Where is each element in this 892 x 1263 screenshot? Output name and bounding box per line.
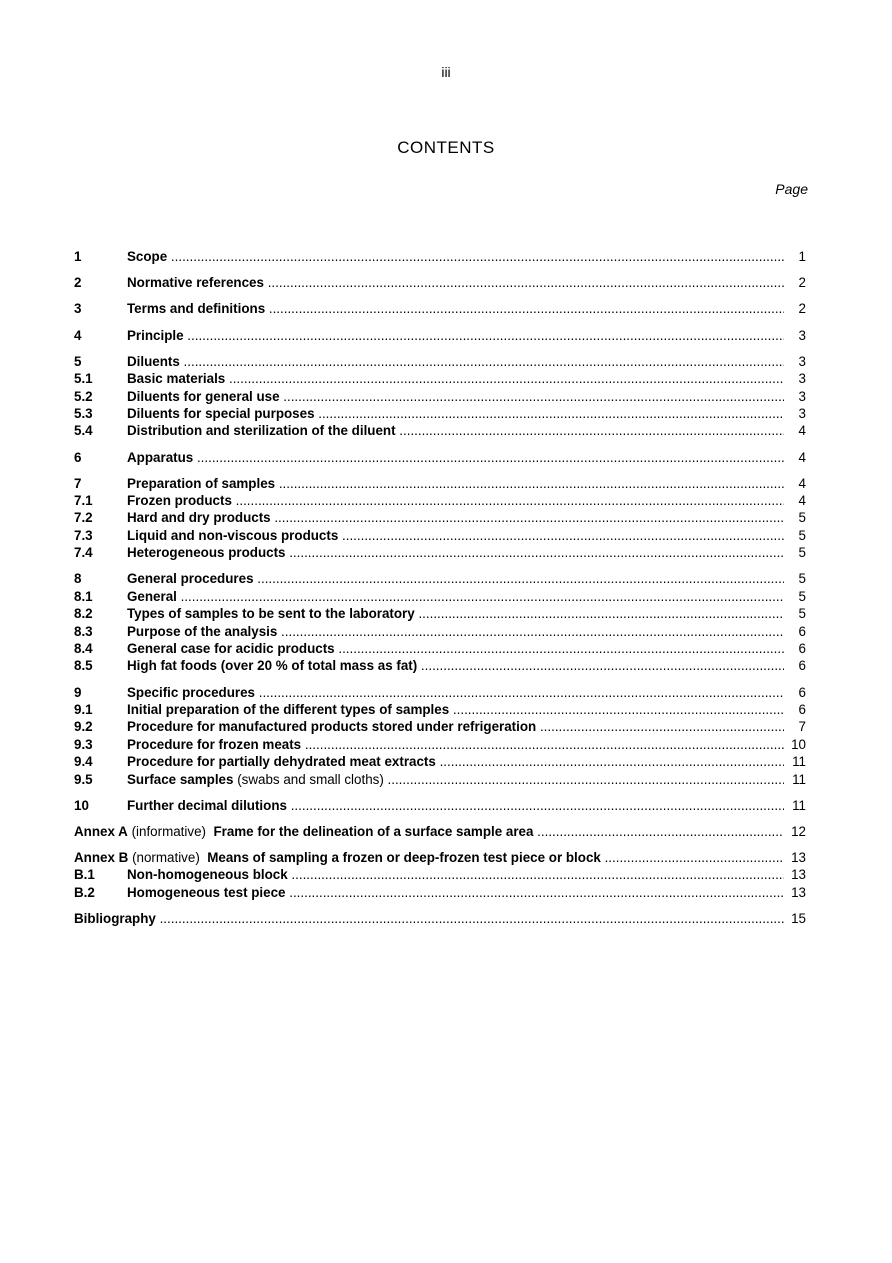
toc-entry-number: B.2 (74, 884, 95, 900)
toc-entry-title: Distribution and sterilization of the diluent ..... (127, 422, 784, 439)
annex-type: (normative) (132, 850, 200, 866)
toc-entry-7[interactable] (74, 475, 806, 492)
toc-entry-page: 3 (798, 327, 806, 343)
page-column-label: Page (775, 181, 808, 197)
toc-entry-title: Purpose of the analysis ..... (127, 623, 784, 640)
toc-entry-note: (swabs and small cloths) (237, 771, 384, 787)
toc-entry-number: 9.1 (74, 701, 93, 717)
toc-entry-number: 9.2 (74, 719, 93, 735)
toc-entry-page: 5 (798, 588, 806, 604)
toc-entry-title: Annex A (informative) Frame for the delineation of a surface sample area ..... (74, 823, 784, 840)
toc-entry-7-1[interactable] (74, 492, 806, 509)
toc-entry-number: 4 (74, 327, 82, 343)
toc-entry-number: 7.3 (74, 527, 93, 543)
annex-label: Annex A (74, 823, 128, 839)
toc-entry-number: 8 (74, 571, 82, 587)
toc-entry-page: 7 (798, 719, 806, 735)
toc-entry-5[interactable] (74, 353, 806, 370)
toc-entry-number: 5 (74, 353, 82, 369)
toc-entry-number: 9.4 (74, 754, 93, 770)
toc-entry-9-5[interactable] (74, 771, 806, 788)
toc-entry-3[interactable] (74, 300, 806, 317)
toc-entry-title: Initial preparation of the different types of samples ..... (127, 701, 784, 718)
toc-entry-number: B.1 (74, 867, 95, 883)
toc-entry-title: High fat foods (over 20 % of total mass as fat) ..... (127, 657, 784, 674)
toc-entry-number: 7 (74, 475, 82, 491)
toc-entry-page: 5 (798, 571, 806, 587)
page-number: iii (441, 64, 451, 80)
toc-entry-page: 4 (798, 449, 806, 465)
toc-entry-9-1[interactable] (74, 701, 806, 718)
toc-entry-page: 12 (791, 823, 806, 839)
toc-entry-number: 7.2 (74, 510, 93, 526)
toc-entry-page: 1 (798, 249, 806, 264)
contents-title: CONTENTS (397, 138, 495, 157)
toc-entry-title: General case for acidic products ..... (127, 640, 784, 657)
toc-entry-page: 5 (798, 510, 806, 526)
toc-entry-number: 8.1 (74, 588, 93, 604)
toc-entry-page: 6 (798, 701, 806, 717)
toc-entry-9-4[interactable] (74, 753, 806, 770)
toc-entry-8-4[interactable] (74, 640, 806, 657)
toc-entry-page: 11 (792, 754, 806, 770)
toc-entry-5-2[interactable] (74, 388, 806, 405)
toc-entry-title: Types of samples to be sent to the laboratory ..... (127, 605, 784, 622)
toc-entry-number: 9.3 (74, 736, 93, 752)
toc-entry-8-3[interactable] (74, 623, 806, 640)
toc-entry-title: Procedure for manufactured products stored under refrigeration ..... (127, 718, 784, 735)
toc-entry-title: Homogeneous test piece ..... (127, 884, 784, 901)
toc-entry-8[interactable] (74, 570, 806, 587)
toc-entry-4[interactable] (74, 327, 806, 344)
toc-entry-7-3[interactable] (74, 527, 806, 544)
toc-entry-number: 9 (74, 684, 82, 700)
toc-entry-page: 11 (792, 771, 806, 787)
toc-entry-7-2[interactable] (74, 509, 806, 526)
toc-entry-page: 3 (798, 353, 806, 369)
toc-entry-page: 4 (798, 475, 806, 491)
toc-entry-page: 3 (798, 371, 806, 387)
toc-entry-title: Scope ..... (127, 248, 784, 265)
toc-entry-title: Hard and dry products ..... (127, 509, 784, 526)
toc-entry-5-3[interactable] (74, 405, 806, 422)
toc-entry-number: 8.2 (74, 606, 93, 622)
toc-entry-page: 4 (798, 493, 806, 509)
toc-entry-7-4[interactable] (74, 544, 806, 561)
toc-entry-number: 5.1 (74, 371, 93, 387)
annex-label: Annex B (74, 850, 129, 866)
toc-entry-title: Non-homogeneous block ..... (127, 866, 784, 883)
toc-entry-number: 8.5 (74, 658, 93, 674)
toc-entry-title: Bibliography ..... (74, 910, 784, 927)
toc-entry-page: 5 (798, 545, 806, 561)
toc-entry-page: 6 (798, 658, 806, 674)
toc-entry-title: Heterogeneous products ..... (127, 544, 784, 561)
toc-entry-title: Annex B (normative) Means of sampling a frozen or deep-frozen test piece or block ..... (74, 849, 784, 866)
toc-entry-page: 3 (798, 405, 806, 421)
toc-entry-title: Further decimal dilutions ..... (127, 797, 784, 814)
toc-entry-number: 5.2 (74, 388, 93, 404)
toc-entry-title: Diluents ..... (127, 353, 784, 370)
toc-entry-title: Basic materials ..... (127, 370, 784, 387)
toc-entry-page: 5 (798, 606, 806, 622)
toc-entry-title: Normative references ..... (127, 274, 784, 291)
toc-entry-page: 10 (791, 736, 806, 752)
toc-entry-number: 10 (74, 797, 89, 813)
toc-entry-b-1[interactable] (74, 866, 806, 883)
toc-entry-page: 5 (798, 527, 806, 543)
toc-entry-5-1[interactable] (74, 370, 806, 387)
toc-entry-number: 1 (74, 249, 82, 264)
toc-entry-title: Apparatus ..... (127, 449, 784, 466)
toc-entry-title: Diluents for general use ..... (127, 388, 784, 405)
toc-entry-number: 2 (74, 275, 82, 291)
toc-entry-title: General ..... (127, 588, 784, 605)
toc-entry-number: 5.3 (74, 405, 93, 421)
toc-entry-annex-b[interactable] (74, 849, 806, 866)
toc-entry-title: Surface samples (swabs and small cloths) ..... (127, 771, 784, 788)
toc-entry-number: 8.4 (74, 641, 93, 656)
toc-entry-page: 2 (798, 301, 806, 317)
toc-entry-number: 3 (74, 301, 82, 317)
toc-entry-title: General procedures ..... (127, 570, 784, 587)
table-of-contents (74, 248, 806, 927)
toc-entry-number: 5.4 (74, 423, 93, 439)
toc-entry-page: 15 (791, 911, 806, 927)
toc-entry-9-2[interactable] (74, 718, 806, 735)
toc-entry-title: Liquid and non-viscous products ..... (127, 527, 784, 544)
toc-entry-title: Preparation of samples ..... (127, 475, 784, 492)
toc-entry-number: 8.3 (74, 623, 93, 639)
toc-entry-10[interactable] (74, 797, 806, 814)
toc-entry-title: Diluents for special purposes ..... (127, 405, 784, 422)
toc-entry-page: 2 (798, 275, 806, 291)
toc-entry-page: 6 (798, 684, 806, 700)
toc-entry-page: 3 (798, 388, 806, 404)
toc-entry-8-2[interactable] (74, 605, 806, 622)
toc-entry-8-5[interactable] (74, 657, 806, 674)
toc-entry-bibliography[interactable] (74, 910, 806, 927)
toc-entry-9[interactable] (74, 684, 806, 701)
toc-entry-1[interactable] (74, 248, 806, 265)
annex-type: (informative) (131, 823, 206, 839)
toc-entry-title: Procedure for partially dehydrated meat extracts ..... (127, 753, 784, 770)
toc-entry-number: 9.5 (74, 771, 93, 787)
toc-entry-number: 6 (74, 449, 82, 465)
toc-entry-title: Procedure for frozen meats ..... (127, 736, 784, 753)
toc-entry-5-4[interactable] (74, 422, 806, 439)
toc-entry-page: 13 (791, 884, 806, 900)
toc-entry-title: Principle ..... (127, 327, 784, 344)
toc-entry-2[interactable] (74, 274, 806, 291)
toc-entry-9-3[interactable] (74, 736, 806, 753)
toc-entry-page: 6 (798, 623, 806, 639)
toc-entry-page: 6 (798, 641, 806, 656)
toc-entry-b-2[interactable] (74, 884, 806, 901)
toc-entry-page: 13 (791, 850, 806, 866)
toc-entry-page: 4 (798, 423, 806, 439)
toc-entry-title: Terms and definitions ..... (127, 300, 784, 317)
toc-entry-title: Specific procedures ..... (127, 684, 784, 701)
toc-entry-number: 7.4 (74, 545, 93, 561)
toc-entry-annex-a[interactable] (74, 823, 806, 840)
toc-entry-number: 7.1 (74, 493, 93, 509)
toc-entry-title: Frozen products ..... (127, 492, 784, 509)
toc-entry-8-1[interactable] (74, 588, 806, 605)
toc-entry-page: 11 (792, 797, 806, 813)
toc-entry-page: 13 (791, 867, 806, 883)
toc-entry-6[interactable] (74, 449, 806, 466)
